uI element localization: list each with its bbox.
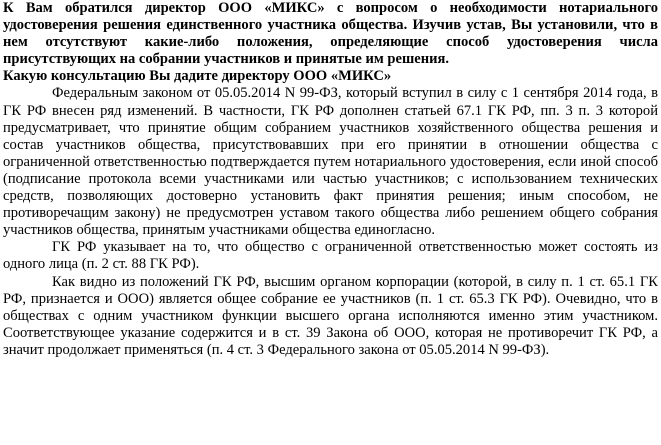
answer-paragraph-3: Как видно из положений ГК РФ, высшим органом корпорации (которой, в силу п. 1 ст. 65.1 ГК РФ, признается и ООО) является общее собрание ее участников (п. 1 ст. 65.3 ГК РФ). Очевидно, что в обществах с одним участником функции высшего органа исполняются именно этим участником. Соответствующее указание содержится и в ст. 39 Закона об ООО, которая не противоречит ГК РФ, а значит продолжает применяться (п. 4 ст. 3 Федерального закона от 05.05.2014 N 99-ФЗ).: [3, 273, 658, 358]
task-heading: Какую консультацию Вы дадите директору ООО «МИКС»: [3, 68, 392, 85]
answer-paragraph-2: ГК РФ указывает на то, что общество с ограниченной ответственностью может состоять из одного лица (п. 2 ст. 88 ГК РФ).: [3, 239, 658, 273]
answer-paragraph-1: Федеральным законом от 05.05.2014 N 99-ФЗ, который вступил в силу с 1 сентября 2014 года, в ГК РФ внесен ряд изменений. В частности, ГК РФ дополнен статьей 67.1 ГК РФ, пп. 3 п. 3 которой предусматривает, что принятие общим собранием участников хозяйственного общества решения и состав участников общества, присутствовавших при его принятии в отношении общества с ограниченной ответственностью подтверждается путем нотариального удостоверения, если иной способ (подписание протокола всеми участниками или частью участников; с использованием технических средств, позволяющих достоверно установить факт принятия решения; иным способом, не противоречащим закону) не предусмотрен уставом такого общества либо решением общего собрания участников общества, принятым участниками общества единогласно.: [3, 85, 658, 239]
case-question: К Вам обратился директор ООО «МИКС» с вопросом о необходимости нотариального удостоверения решения единственного участника общества. Изучив устав, Вы установили, что в нем отсутствуют какие-либо положения, определяющие способ удостоверения числа присутствующих на собрании участников и принятые им решения.: [3, 0, 658, 68]
